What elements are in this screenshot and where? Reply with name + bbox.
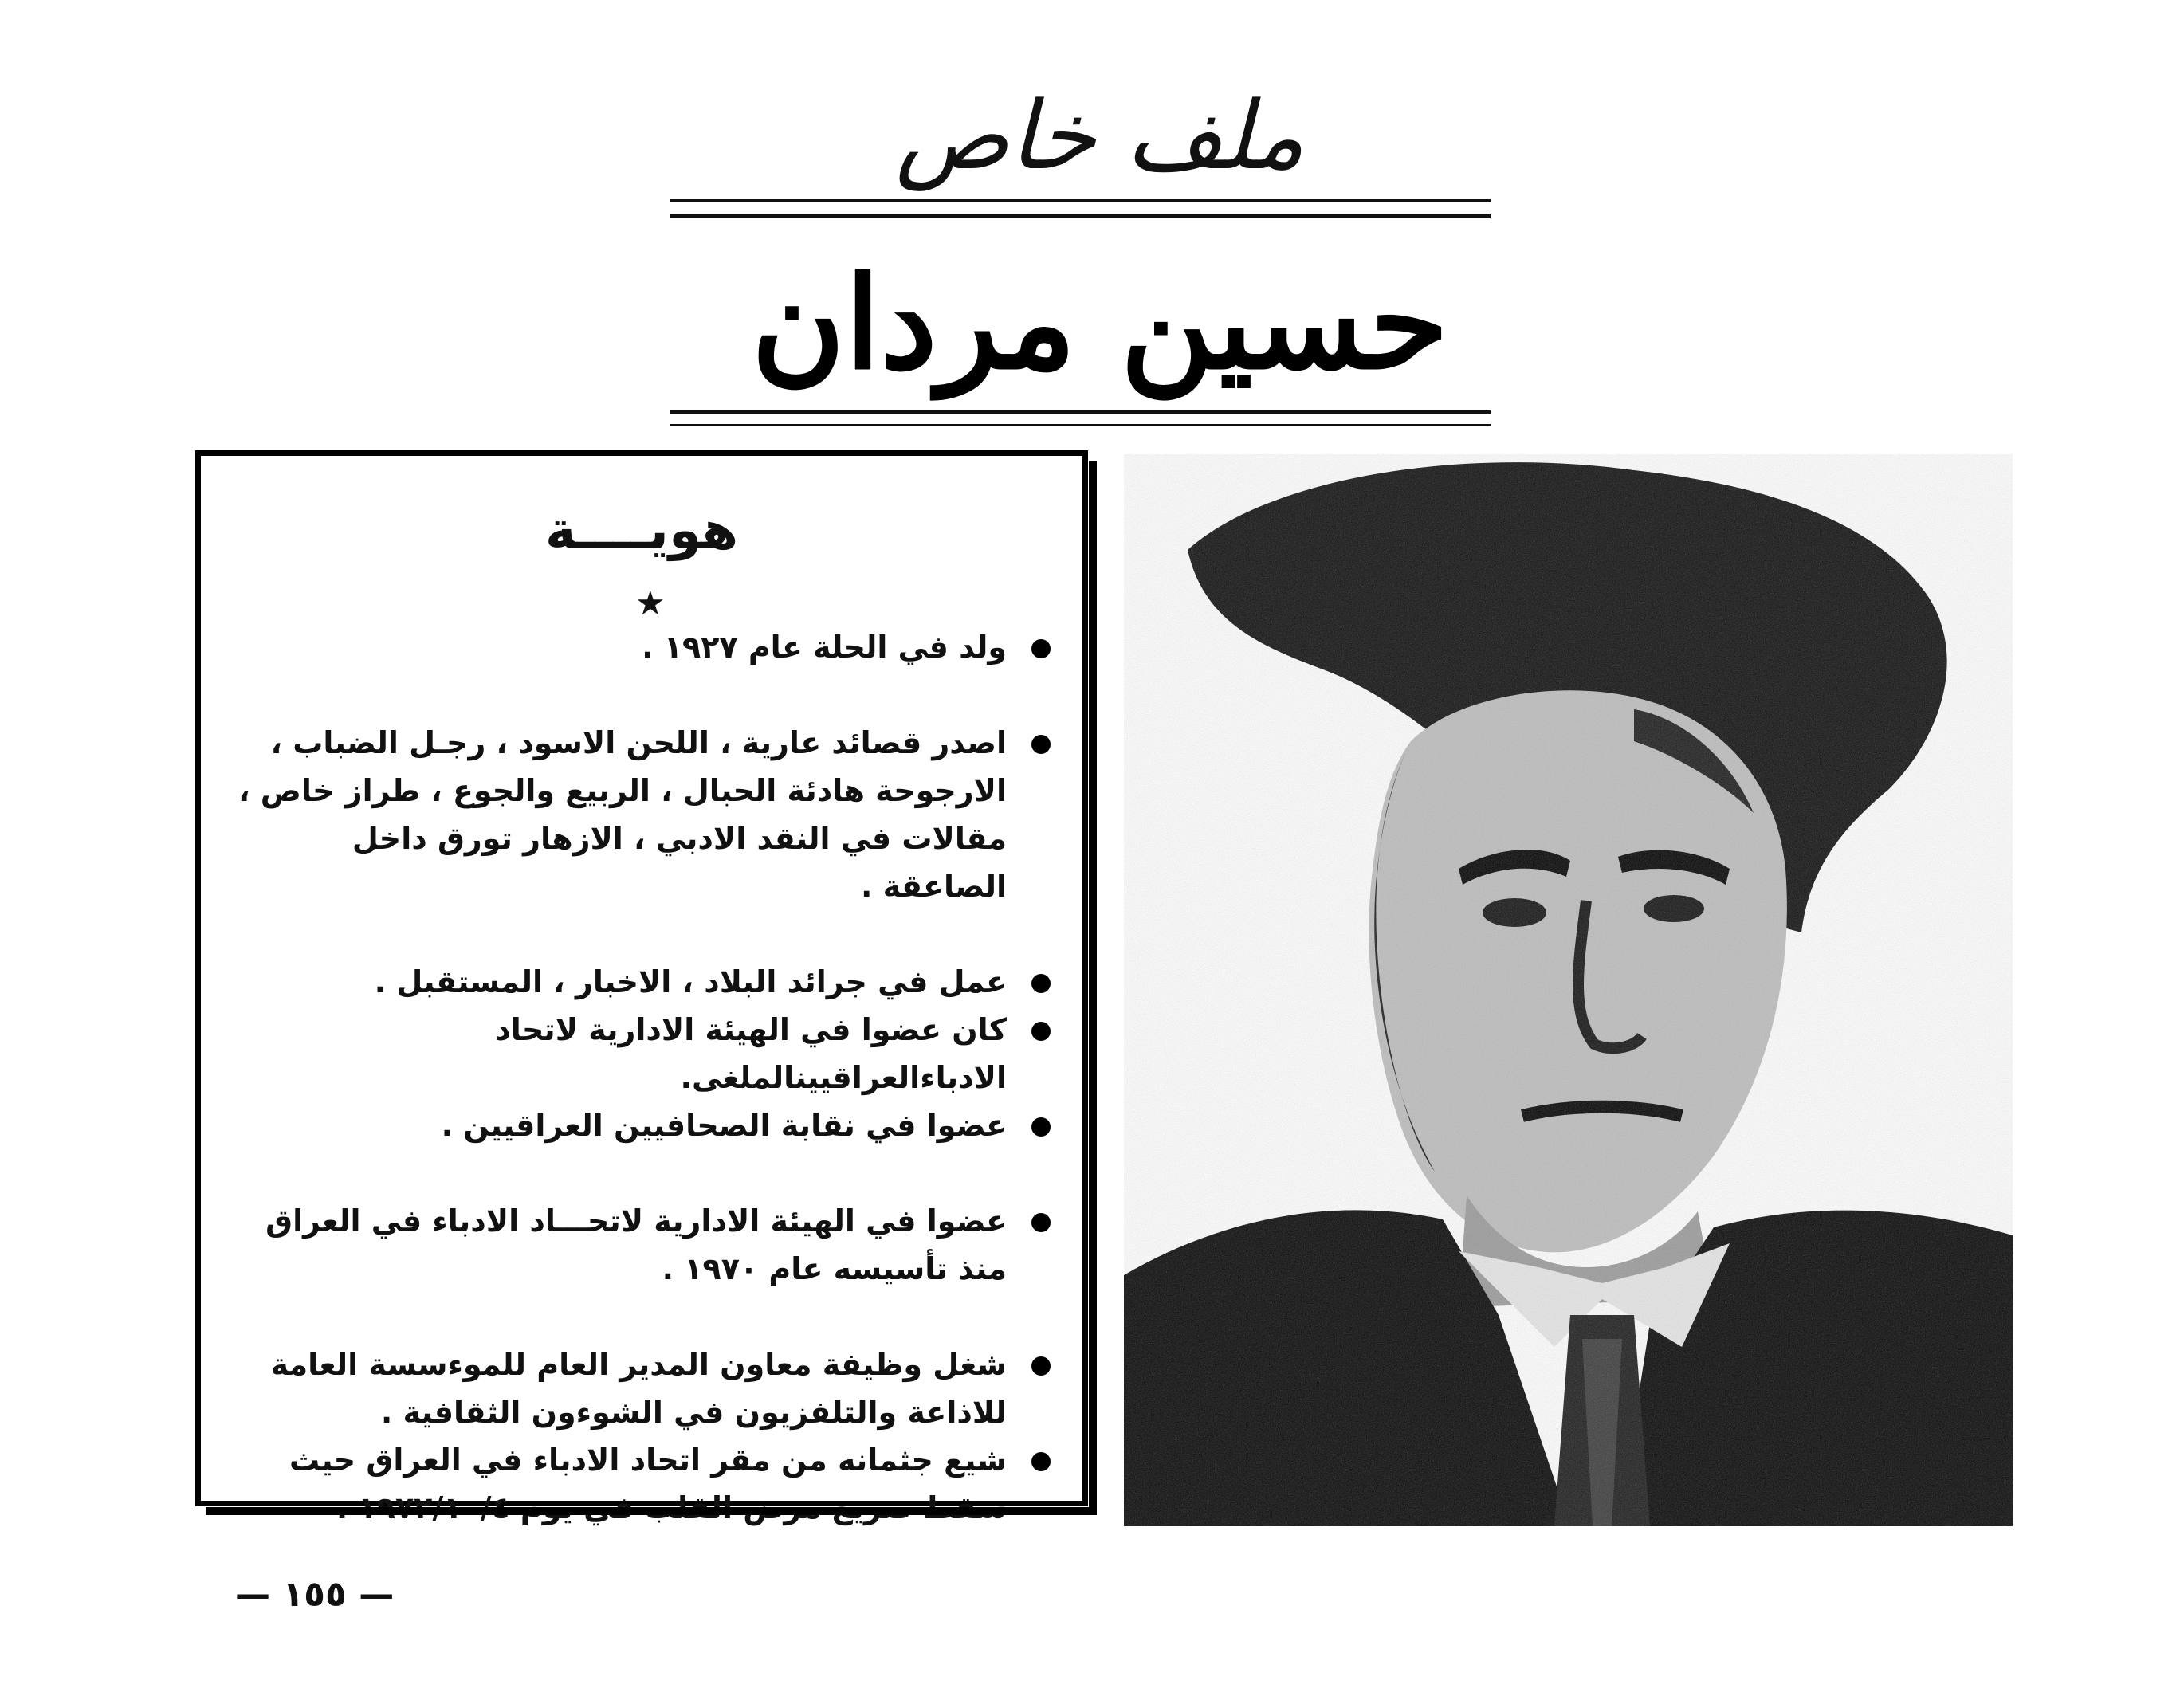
bio-item xyxy=(233,958,1051,1006)
box-title: هويــــة xyxy=(544,500,739,561)
bio-item xyxy=(233,623,1051,671)
bio-item xyxy=(233,719,1051,910)
bio-text: ولد في الحلة عام ١٩٢٧ . xyxy=(642,630,1007,665)
rule-bottom-1 xyxy=(670,410,1491,414)
bio-text: عمل في جرائد البلاد ، الاخبار ، المستقبل . xyxy=(374,964,1007,999)
bio-text: عضوا في الهيئة الادارية لاتحـــاد الادباء في العراق منذ تأسيسه عام ١٩٧٠ . xyxy=(265,1203,1007,1286)
bio-text: اصدر قصائد عارية ، اللحن الاسود ، رجـل الضباب ، الارجوحة هادئة الحبال ، الربيع والجوع ، طراز خاص ، مقالات في النقد الادبي ، الازهار تورق داخل الصاعقة . xyxy=(238,725,1007,904)
portrait-photo xyxy=(1124,454,2013,1526)
bio-text: شغل وظيفة معاون المدير العام للموءسسة العامة للاذاعة والتلفزيون في الشوءون الثقافية . xyxy=(270,1347,1007,1430)
star-icon: ★ xyxy=(635,583,666,622)
bullet-icon xyxy=(1031,1117,1051,1137)
bullet-icon xyxy=(1031,1452,1051,1471)
bio-text: شيع جثمانه من مقر اتحاد الادباء في العراق حيث سقط صريع مرض القلب في يوم ١٩٧٢/١٠/٤ . xyxy=(289,1443,1007,1525)
rule-top-1 xyxy=(670,199,1491,202)
bio-item xyxy=(233,1197,1051,1293)
article-title: حسين مردان xyxy=(751,248,1449,398)
bio-item xyxy=(233,1006,1051,1101)
header-kicker: ملف خاص xyxy=(895,80,1305,190)
identity-box xyxy=(195,450,1088,1525)
page-number: — ١٥٥ — xyxy=(235,1574,395,1615)
bullet-icon xyxy=(1031,1213,1051,1232)
bullet-icon xyxy=(1031,1356,1051,1376)
rule-top-2 xyxy=(670,214,1491,218)
bio-text: عضوا في نقابة الصحافيين العراقيين . xyxy=(441,1108,1007,1143)
bio-item xyxy=(233,1341,1051,1436)
bio-list xyxy=(233,623,1051,1532)
bullet-icon xyxy=(1031,974,1051,993)
bio-item xyxy=(233,1101,1051,1149)
bio-item xyxy=(233,1436,1051,1532)
bullet-icon xyxy=(1031,1022,1051,1041)
bio-text: كان عضوا في الهيئة الادارية لاتحاد الادباءالعراقيينالملغى. xyxy=(495,1012,1007,1095)
bullet-icon xyxy=(1031,639,1051,658)
bullet-icon xyxy=(1031,735,1051,754)
rule-bottom-2 xyxy=(670,424,1491,426)
